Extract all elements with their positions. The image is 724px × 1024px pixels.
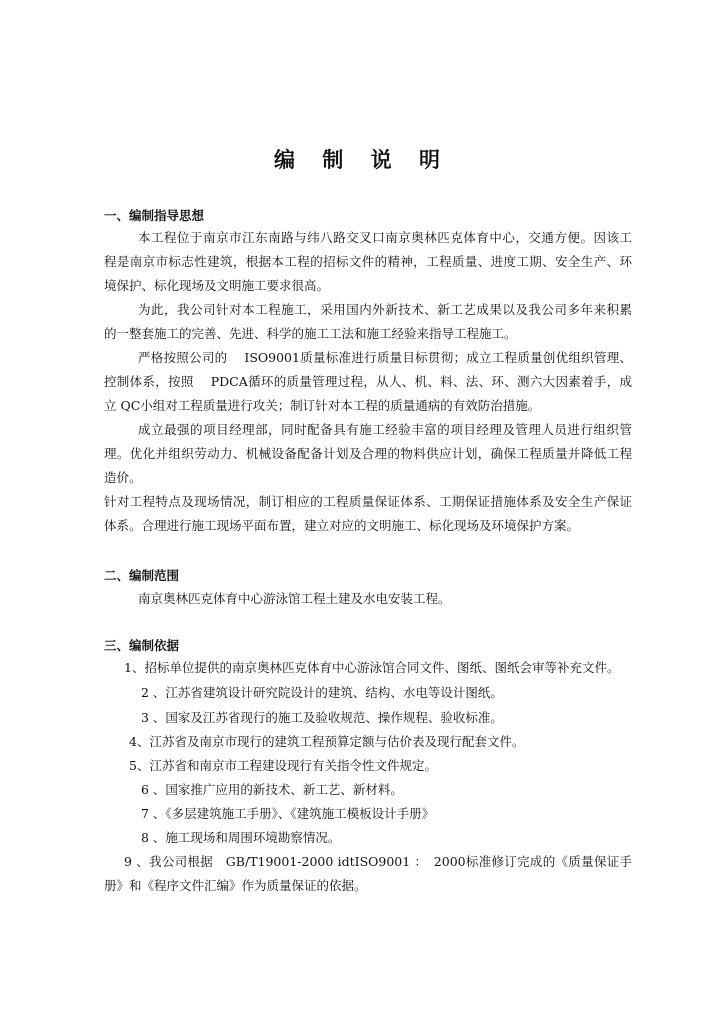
paragraph-line: 严格按照公司的 ISO9001质量标准进行质量目标贯彻；成立工程质量创优组织管理、: [138, 350, 632, 365]
paragraph-line: 针对工程特点及现场情况，制订相应的工程质量保证体系、工期保证措施体系及安全生产保证: [104, 494, 632, 509]
page-title: 编 制 说 明: [274, 148, 450, 172]
paragraph-line: 本工程位于南京市江东南路与纬八路交叉口南京奥林匹克体育中心，交通方便。因该工: [138, 230, 632, 245]
list-item: 1、招标单位提供的南京奥林匹克体育中心游泳馆合同文件、图纸、图纸会审等补充文件。: [124, 660, 620, 675]
list-item: 5、江苏省和南京市工程建设现行有关指令性文件规定。: [129, 758, 437, 773]
paragraph-line: 成立最强的项目经理部，同时配备具有施工经验丰富的项目经理及管理人员进行组织管: [138, 422, 632, 437]
list-item: 3 、国家及江苏省现行的施工及验收规范、操作规程、验收标准。: [141, 710, 503, 725]
paragraph-line: 的一整套施工的完善、先进、科学的施工工法和施工经验来指导工程施工。: [104, 326, 517, 341]
paragraph-line: 体系。合理进行施工现场平面布置，建立对应的文明施工、标化现场及环境保护方案。: [104, 518, 580, 533]
list-item: 8 、施工现场和周围环境勘察情况。: [141, 830, 341, 845]
paragraph-line: 控制体系，按照 PDCA循环的质量管理过程，从人、机、料、法、环、测六大因素着手，成: [104, 374, 632, 389]
list-item: 2 、江苏省建筑设计研究院设计的建筑、结构、水电等设计图纸。: [141, 685, 503, 700]
list-item: 7 、《多层建筑施工手册》、《建筑施工模板设计手册》: [141, 806, 435, 821]
list-item-continuation: 册》和《程序文件汇编》作为质量保证的依据。: [104, 878, 367, 893]
section-heading-basis: 三、编制依据: [104, 638, 180, 653]
paragraph-line: 南京奥林匹克体育中心游泳馆工程土建及水电安装工程。: [138, 591, 451, 606]
section-heading-guiding-idea: 一、编制指导思想: [104, 208, 205, 223]
paragraph-line: 造价。: [104, 470, 142, 485]
paragraph-line: 理。优化并组织劳动力、机械设备配备计划及合理的物料供应计划，确保工程质量并降低工程: [104, 446, 632, 461]
list-item: 6 、国家推广应用的新技术、新工艺、新材料。: [141, 782, 403, 797]
paragraph-line: 境保护、标化现场及文明施工要求很高。: [104, 278, 330, 293]
section-heading-scope: 二、编制范围: [104, 568, 180, 583]
list-item: 9 、我公司根据 GB/T19001-2000 idtISO9001 ： 2000标准修订完成的《质量保证手: [124, 854, 632, 869]
paragraph-line: 程是南京市标志性建筑，根据本工程的招标文件的精神，工程质量、进度工期、安全生产、环: [104, 254, 632, 269]
paragraph-line: 立 QC小组对工程质量进行攻关；制订针对本工程的质量通病的有效防治措施。: [104, 398, 541, 413]
paragraph-line: 为此，我公司针对本工程施工，采用国内外新技术、新工艺成果以及我公司多年来积累: [138, 302, 632, 317]
list-item: 4、江苏省及南京市现行的建筑工程预算定额与估价表及现行配套文件。: [129, 734, 525, 749]
